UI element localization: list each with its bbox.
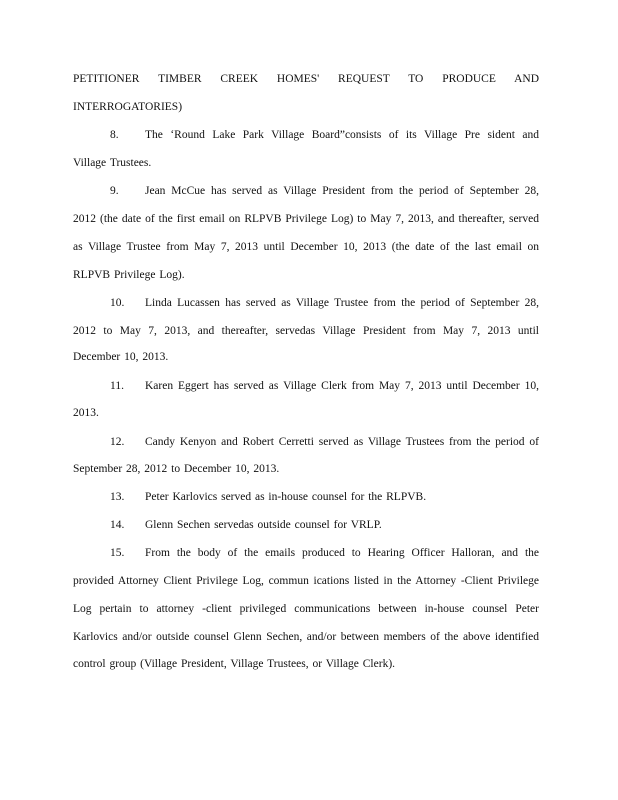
paragraph-number: 8.	[110, 129, 119, 141]
paragraph-line: RLPVB Privilege Log).	[73, 269, 185, 281]
paragraph-line: Linda Lucassen has served as Village Trustee from the period of September 28,	[145, 297, 539, 309]
paragraph-number: 14.	[110, 519, 125, 531]
paragraph-line: Jean McCue has served as Village President from the period of September 28,	[145, 185, 539, 197]
paragraph-line: The ‘Round Lake Park Village Board”consists of its Village Pre sident and	[145, 129, 539, 141]
paragraph-line: as Village Trustee from May 7, 2013 until December 10, 2013 (the date of the last email on	[73, 241, 539, 253]
paragraph-number: 9.	[110, 185, 119, 197]
heading-line-1: PETITIONER TIMBER CREEK HOMES' REQUEST TO PRODUCE AND	[73, 73, 539, 85]
paragraph-line: December 10, 2013.	[73, 351, 169, 363]
paragraph-line: control group (Village President, Village Trustees, or Village Clerk).	[73, 658, 396, 670]
paragraph-line: September 28, 2012 to December 10, 2013.	[73, 463, 280, 475]
paragraph-line: From the body of the emails produced to Hearing Officer Halloran, and the	[145, 547, 539, 559]
paragraph-line: Candy Kenyon and Robert Cerretti served as Village Trustees from the period of	[145, 436, 539, 448]
paragraph-number: 15.	[110, 547, 125, 559]
paragraph-line: 2013.	[73, 407, 99, 419]
paragraph-number: 12.	[110, 436, 125, 448]
heading-line-2: INTERROGATORIES)	[73, 101, 183, 113]
paragraph-line: Peter Karlovics served as in-house counsel for the RLPVB.	[145, 491, 427, 503]
paragraph-number: 13.	[110, 491, 125, 503]
paragraph-line: Karlovics and/or outside counsel Glenn Sechen, and/or between members of the above identified	[73, 631, 539, 643]
paragraph-line: Glenn Sechen servedas outside counsel for VRLP.	[145, 519, 382, 531]
paragraph-line: Log pertain to attorney -client privileged communications between in-house counsel Peter	[73, 603, 539, 615]
paragraph-line: 2012 to May 7, 2013, and thereafter, servedas Village President from May 7, 2013 until	[73, 325, 539, 337]
paragraph-line: 2012 (the date of the first email on RLPVB Privilege Log) to May 7, 2013, and thereafter, served	[73, 213, 539, 225]
paragraph-line: provided Attorney Client Privilege Log, commun ications listed in the Attorney -Client Privilege	[73, 575, 539, 587]
paragraph-line: Village Trustees.	[73, 157, 152, 169]
paragraph-number: 11.	[110, 380, 124, 392]
paragraph-line: Karen Eggert has served as Village Clerk from May 7, 2013 until December 10,	[145, 380, 539, 392]
paragraph-number: 10.	[110, 297, 125, 309]
